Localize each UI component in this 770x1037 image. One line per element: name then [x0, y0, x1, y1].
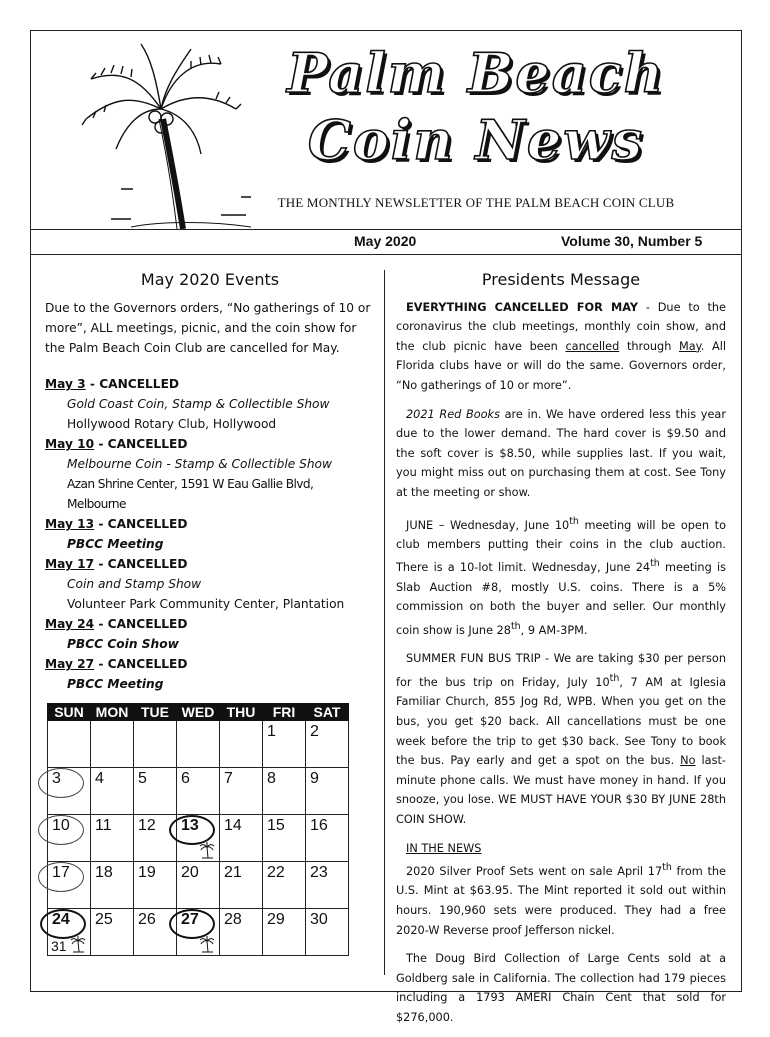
event-item: [45, 374, 375, 434]
calendar-cell: 6: [177, 768, 220, 815]
day-number: 10: [52, 817, 70, 834]
day-number: 3: [52, 770, 61, 787]
newsletter-subtitle: THE MONTHLY NEWSLETTER OF THE PALM BEACH COIN CLUB: [277, 195, 675, 210]
event-name: Coin and Stamp Show: [67, 577, 202, 591]
calendar-day-header: FRI: [263, 704, 306, 721]
event-item: [45, 614, 375, 654]
calendar-header-row: [48, 704, 349, 721]
day-number: 17: [52, 864, 70, 881]
event-date: May 17: [45, 557, 95, 571]
calendar-week: [48, 768, 349, 815]
calendar-cell: 30: [306, 909, 349, 956]
event-status: - CANCELLED: [94, 517, 188, 531]
calendar-cell: 4: [91, 768, 134, 815]
event-circle: [38, 768, 84, 798]
calendar-cell: 22: [263, 862, 306, 909]
event-status: - CANCELLED: [94, 617, 188, 631]
calendar-cell: 1: [263, 721, 306, 768]
calendar-cell: 8: [263, 768, 306, 815]
calendar-cell: [48, 721, 91, 768]
newsletter-title-line2: Coin News: [307, 108, 645, 172]
event-date: May 3: [45, 377, 86, 391]
news-heading: IN THE NEWS: [406, 841, 482, 855]
calendar-day-header: THU: [220, 704, 263, 721]
event-name: Melbourne Coin - Stamp & Collectible Show: [67, 457, 332, 471]
palm-tree-icon: [70, 935, 86, 953]
event-status: - CANCELLED: [94, 557, 188, 571]
column-divider: [384, 270, 385, 975]
event-circle: [38, 862, 84, 892]
message-lead: EVERYTHING CANCELLED FOR MAY: [406, 300, 639, 314]
issue-bar: [31, 229, 741, 255]
calendar-day-header: WED: [177, 704, 220, 721]
event-date: May 24: [45, 617, 95, 631]
events-intro: Due to the Governors orders, “No gatherings of 10 or more”, ALL meetings, picnic, and the coin show for the Palm Beach Coin Club are cancelled for May.: [45, 301, 371, 355]
may-calendar: [47, 703, 349, 956]
calendar-cell: 9: [306, 768, 349, 815]
event-date: May 13: [45, 517, 95, 531]
calendar-cell: [177, 721, 220, 768]
calendar-cell: 18: [91, 862, 134, 909]
message-paragraph: SUMMER FUN BUS TRIP - We are taking $30 per person for the bus trip on Friday, July 10th, 7 AM at Iglesia Familiar Church, 855 Jog Rd, WPB. When you get on the bus, you get $20 back. All cancellations must be one week before the trip to get $30 back. See Tony to book the bus. Pay early and get a spot on the bus. No last-minute phone calls. We must have money in hand. If you snooze, you lose. WE MUST HAVE YOUR $30 BY JUNE 28th COIN SHOW.: [396, 652, 726, 826]
issue-volume: Volume 30, Number 5: [561, 233, 703, 249]
calendar-cell: 21: [220, 862, 263, 909]
message-paragraph: JUNE – Wednesday, June 10th meeting will be open to club members putting their coins in the club auction. There is a 10-lot limit. Wednesday, June 24th meeting is Slab Auction #8, mostly U.S. coins. There is a 5% commission on both the buyer and seller. Our monthly coin show is June 28th, 9 AM-3PM.: [396, 515, 726, 637]
calendar-cell: [220, 721, 263, 768]
calendar-cell: [91, 721, 134, 768]
calendar-cell: [134, 721, 177, 768]
calendar-day-header: SAT: [306, 704, 349, 721]
calendar-day-header: SUN: [48, 704, 91, 721]
calendar-cell: 2: [306, 721, 349, 768]
calendar-week: [48, 909, 349, 956]
presidents-message-column: [396, 270, 726, 1037]
calendar-cell: 11: [91, 815, 134, 862]
calendar-cell-club-event: [177, 815, 220, 862]
calendar-cell-circled: [48, 768, 91, 815]
newsletter-title-line1: Palm Beach: [287, 41, 665, 105]
event-date: May 27: [45, 657, 95, 671]
calendar-cell: 12: [134, 815, 177, 862]
calendar-week: [48, 721, 349, 768]
calendar-day-header: TUE: [134, 704, 177, 721]
event-name: PBCC Coin Show: [67, 637, 179, 651]
event-item: [45, 514, 375, 554]
event-circle: [38, 815, 84, 845]
calendar-week: [48, 862, 349, 909]
calendar-cell-circled: [48, 815, 91, 862]
event-location: Azan Shrine Center, 1591 W Eau Gallie Blvd, Melbourne: [67, 477, 314, 511]
calendar-cell: 14: [220, 815, 263, 862]
calendar-day-header: MON: [91, 704, 134, 721]
event-item: [45, 654, 375, 694]
event-location: Hollywood Rotary Club, Hollywood: [67, 417, 277, 431]
palm-tree-icon: [199, 841, 215, 859]
message-paragraph: 2021 Red Books are in. We have ordered less this year due to the lower demand. The hard cover is $9.50 and the soft cover is $8.50, while supplies last. If you wait, you might miss out on purchasing them at cost. See Tony at the meeting or show.: [396, 407, 726, 499]
calendar-cell-circled: [48, 862, 91, 909]
event-name: Gold Coast Coin, Stamp & Collectible Show: [67, 397, 330, 411]
day-number-31: 31: [51, 938, 67, 954]
calendar-cell: 16: [306, 815, 349, 862]
presidents-heading: Presidents Message: [481, 270, 641, 289]
calendar-cell: 19: [134, 862, 177, 909]
event-location: Volunteer Park Community Center, Plantation: [67, 597, 345, 611]
event-status: - CANCELLED: [94, 437, 188, 451]
event-name: PBCC Meeting: [67, 677, 164, 691]
calendar-cell: 28: [220, 909, 263, 956]
calendar-cell: 5: [134, 768, 177, 815]
event-date: May 10: [45, 437, 95, 451]
message-paragraph: 2020 Silver Proof Sets went on sale April 17th from the U.S. Mint at $63.95. The Mint reported it sold out within hours. 190,960 sets were produced. They had a free 2020-W Reverse proof Jefferson nickel.: [396, 862, 726, 937]
day-number: 13: [181, 817, 199, 834]
message-paragraph: EVERYTHING CANCELLED FOR MAY - Due to the coronavirus the club meetings, monthly coin show, and the club picnic have been cancelled through May. All Florida clubs have or will do the same. Governors order, “No gatherings of 10 or more”.: [396, 300, 726, 392]
calendar-cell: 25: [91, 909, 134, 956]
calendar-cell-club-event: [177, 909, 220, 956]
issue-date: May 2020: [354, 233, 417, 249]
message-paragraph: The Doug Bird Collection of Large Cents sold at a Goldberg sale in California. The collection had 179 pieces including a 1793 AMERI Chain Cent that sold for $276,000.: [396, 952, 726, 1025]
calendar-cell: 20: [177, 862, 220, 909]
event-status: - CANCELLED: [94, 657, 188, 671]
event-item: [45, 554, 375, 614]
calendar-cell: 7: [220, 768, 263, 815]
calendar-week: [48, 815, 349, 862]
calendar-cell: 15: [263, 815, 306, 862]
palm-tree-icon: [199, 935, 215, 953]
calendar-cell: 26: [134, 909, 177, 956]
event-item: [45, 434, 375, 514]
day-number: 27: [181, 911, 199, 928]
masthead: [31, 31, 741, 256]
day-number: 24: [52, 911, 70, 928]
calendar-cell-club-event: [48, 909, 91, 956]
event-name: PBCC Meeting: [67, 537, 164, 551]
event-status: - CANCELLED: [85, 377, 180, 391]
calendar-cell: 29: [263, 909, 306, 956]
events-column: [45, 270, 375, 694]
calendar-cell: 23: [306, 862, 349, 909]
events-heading: May 2020 Events: [140, 270, 280, 289]
